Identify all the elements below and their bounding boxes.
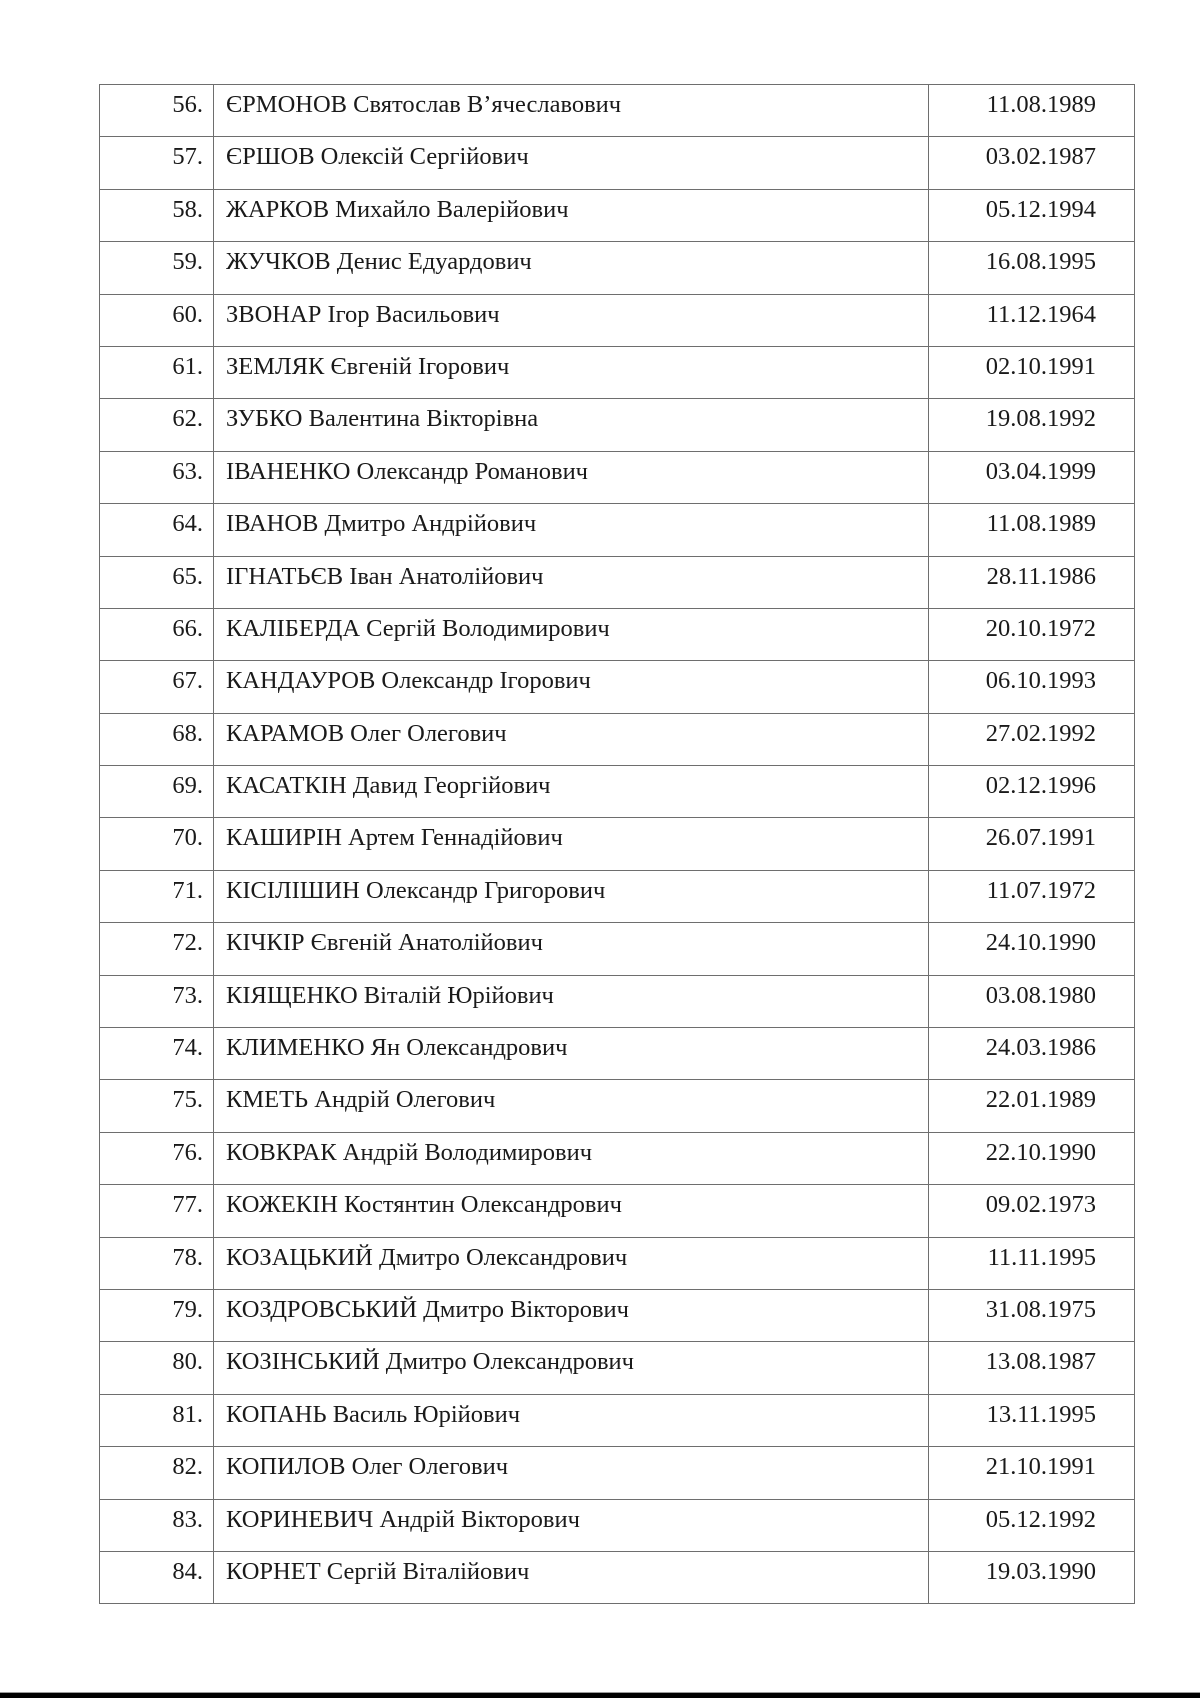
- person-name: КАШИРІН Артем Геннадійович: [214, 818, 929, 870]
- person-name: ІГНАТЬЄВ Іван Анатолійович: [214, 556, 929, 608]
- birth-date: 16.08.1995: [929, 242, 1135, 294]
- table-row: [100, 766, 1135, 818]
- table-row: [100, 346, 1135, 398]
- table-row: [100, 608, 1135, 660]
- birth-date: 24.03.1986: [929, 1028, 1135, 1080]
- roster-table-body: [100, 85, 1135, 1604]
- table-row: [100, 975, 1135, 1027]
- table-row: [100, 1394, 1135, 1446]
- person-name: ЄРМОНОВ Святослав В’ячеславович: [214, 85, 929, 137]
- row-number: 81.: [100, 1394, 214, 1446]
- row-number: 72.: [100, 923, 214, 975]
- table-row: [100, 870, 1135, 922]
- birth-date: 19.03.1990: [929, 1551, 1135, 1603]
- table-row: [100, 242, 1135, 294]
- birth-date: 03.08.1980: [929, 975, 1135, 1027]
- birth-date: 21.10.1991: [929, 1447, 1135, 1499]
- table-row: [100, 1447, 1135, 1499]
- table-row: [100, 504, 1135, 556]
- person-name: КІСІЛІШИН Олександр Григорович: [214, 870, 929, 922]
- birth-date: 13.08.1987: [929, 1342, 1135, 1394]
- row-number: 66.: [100, 608, 214, 660]
- person-name: ЗЕМЛЯК Євгеній Ігорович: [214, 346, 929, 398]
- person-name: КОПАНЬ Василь Юрійович: [214, 1394, 929, 1446]
- table-row: [100, 451, 1135, 503]
- table-row: [100, 1028, 1135, 1080]
- row-number: 77.: [100, 1185, 214, 1237]
- row-number: 73.: [100, 975, 214, 1027]
- birth-date: 03.02.1987: [929, 137, 1135, 189]
- table-row: [100, 1342, 1135, 1394]
- table-row: [100, 137, 1135, 189]
- birth-date: 20.10.1972: [929, 608, 1135, 660]
- row-number: 61.: [100, 346, 214, 398]
- row-number: 69.: [100, 766, 214, 818]
- birth-date: 24.10.1990: [929, 923, 1135, 975]
- person-name: КАСАТКІН Давид Георгійович: [214, 766, 929, 818]
- row-number: 80.: [100, 1342, 214, 1394]
- birth-date: 26.07.1991: [929, 818, 1135, 870]
- person-name: КОЗІНСЬКИЙ Дмитро Олександрович: [214, 1342, 929, 1394]
- table-row: [100, 1132, 1135, 1184]
- person-name: ЖАРКОВ Михайло Валерійович: [214, 189, 929, 241]
- row-number: 67.: [100, 661, 214, 713]
- birth-date: 11.12.1964: [929, 294, 1135, 346]
- row-number: 63.: [100, 451, 214, 503]
- row-number: 60.: [100, 294, 214, 346]
- person-name: КІЯЩЕНКО Віталій Юрійович: [214, 975, 929, 1027]
- table-row: [100, 85, 1135, 137]
- person-name: КАЛІБЕРДА Сергій Володимирович: [214, 608, 929, 660]
- row-number: 65.: [100, 556, 214, 608]
- roster-table: [99, 84, 1135, 1604]
- row-number: 83.: [100, 1499, 214, 1551]
- row-number: 56.: [100, 85, 214, 137]
- person-name: КЛИМЕНКО Ян Олександрович: [214, 1028, 929, 1080]
- birth-date: 06.10.1993: [929, 661, 1135, 713]
- row-number: 62.: [100, 399, 214, 451]
- row-number: 79.: [100, 1289, 214, 1341]
- table-row: [100, 1551, 1135, 1603]
- table-row: [100, 1499, 1135, 1551]
- table-row: [100, 1237, 1135, 1289]
- birth-date: 27.02.1992: [929, 713, 1135, 765]
- person-name: КАНДАУРОВ Олександр Ігорович: [214, 661, 929, 713]
- row-number: 58.: [100, 189, 214, 241]
- birth-date: 11.08.1989: [929, 85, 1135, 137]
- row-number: 64.: [100, 504, 214, 556]
- person-name: КОРНЕТ Сергій Віталійович: [214, 1551, 929, 1603]
- person-name: КОПИЛОВ Олег Олегович: [214, 1447, 929, 1499]
- person-name: КАРАМОВ Олег Олегович: [214, 713, 929, 765]
- birth-date: 02.12.1996: [929, 766, 1135, 818]
- row-number: 78.: [100, 1237, 214, 1289]
- person-name: ЗУБКО Валентина Вікторівна: [214, 399, 929, 451]
- birth-date: 22.01.1989: [929, 1080, 1135, 1132]
- person-name: ЄРШОВ Олексій Сергійович: [214, 137, 929, 189]
- birth-date: 02.10.1991: [929, 346, 1135, 398]
- row-number: 84.: [100, 1551, 214, 1603]
- row-number: 74.: [100, 1028, 214, 1080]
- table-row: [100, 399, 1135, 451]
- birth-date: 19.08.1992: [929, 399, 1135, 451]
- row-number: 68.: [100, 713, 214, 765]
- person-name: КОВКРАК Андрій Володимирович: [214, 1132, 929, 1184]
- row-number: 71.: [100, 870, 214, 922]
- person-name: КМЕТЬ Андрій Олегович: [214, 1080, 929, 1132]
- table-row: [100, 661, 1135, 713]
- birth-date: 31.08.1975: [929, 1289, 1135, 1341]
- table-row: [100, 1185, 1135, 1237]
- birth-date: 11.07.1972: [929, 870, 1135, 922]
- bottom-edge-bar: [0, 1692, 1200, 1698]
- person-name: ІВАНЕНКО Олександр Романович: [214, 451, 929, 503]
- birth-date: 03.04.1999: [929, 451, 1135, 503]
- person-name: ЗВОНАР Ігор Васильович: [214, 294, 929, 346]
- row-number: 59.: [100, 242, 214, 294]
- person-name: ЖУЧКОВ Денис Едуардович: [214, 242, 929, 294]
- table-row: [100, 556, 1135, 608]
- table-row: [100, 294, 1135, 346]
- birth-date: 13.11.1995: [929, 1394, 1135, 1446]
- row-number: 70.: [100, 818, 214, 870]
- row-number: 82.: [100, 1447, 214, 1499]
- birth-date: 11.11.1995: [929, 1237, 1135, 1289]
- table-row: [100, 1080, 1135, 1132]
- birth-date: 05.12.1994: [929, 189, 1135, 241]
- row-number: 57.: [100, 137, 214, 189]
- person-name: КОЗАЦЬКИЙ Дмитро Олександрович: [214, 1237, 929, 1289]
- birth-date: 11.08.1989: [929, 504, 1135, 556]
- person-name: КІЧКІР Євгеній Анатолійович: [214, 923, 929, 975]
- person-name: ІВАНОВ Дмитро Андрійович: [214, 504, 929, 556]
- row-number: 75.: [100, 1080, 214, 1132]
- birth-date: 09.02.1973: [929, 1185, 1135, 1237]
- person-name: КОЖЕКІН Костянтин Олександрович: [214, 1185, 929, 1237]
- table-row: [100, 923, 1135, 975]
- birth-date: 22.10.1990: [929, 1132, 1135, 1184]
- table-row: [100, 1289, 1135, 1341]
- birth-date: 05.12.1992: [929, 1499, 1135, 1551]
- table-row: [100, 189, 1135, 241]
- row-number: 76.: [100, 1132, 214, 1184]
- person-name: КОРИНЕВИЧ Андрій Вікторович: [214, 1499, 929, 1551]
- table-row: [100, 818, 1135, 870]
- birth-date: 28.11.1986: [929, 556, 1135, 608]
- person-name: КОЗДРОВСЬКИЙ Дмитро Вікторович: [214, 1289, 929, 1341]
- table-row: [100, 713, 1135, 765]
